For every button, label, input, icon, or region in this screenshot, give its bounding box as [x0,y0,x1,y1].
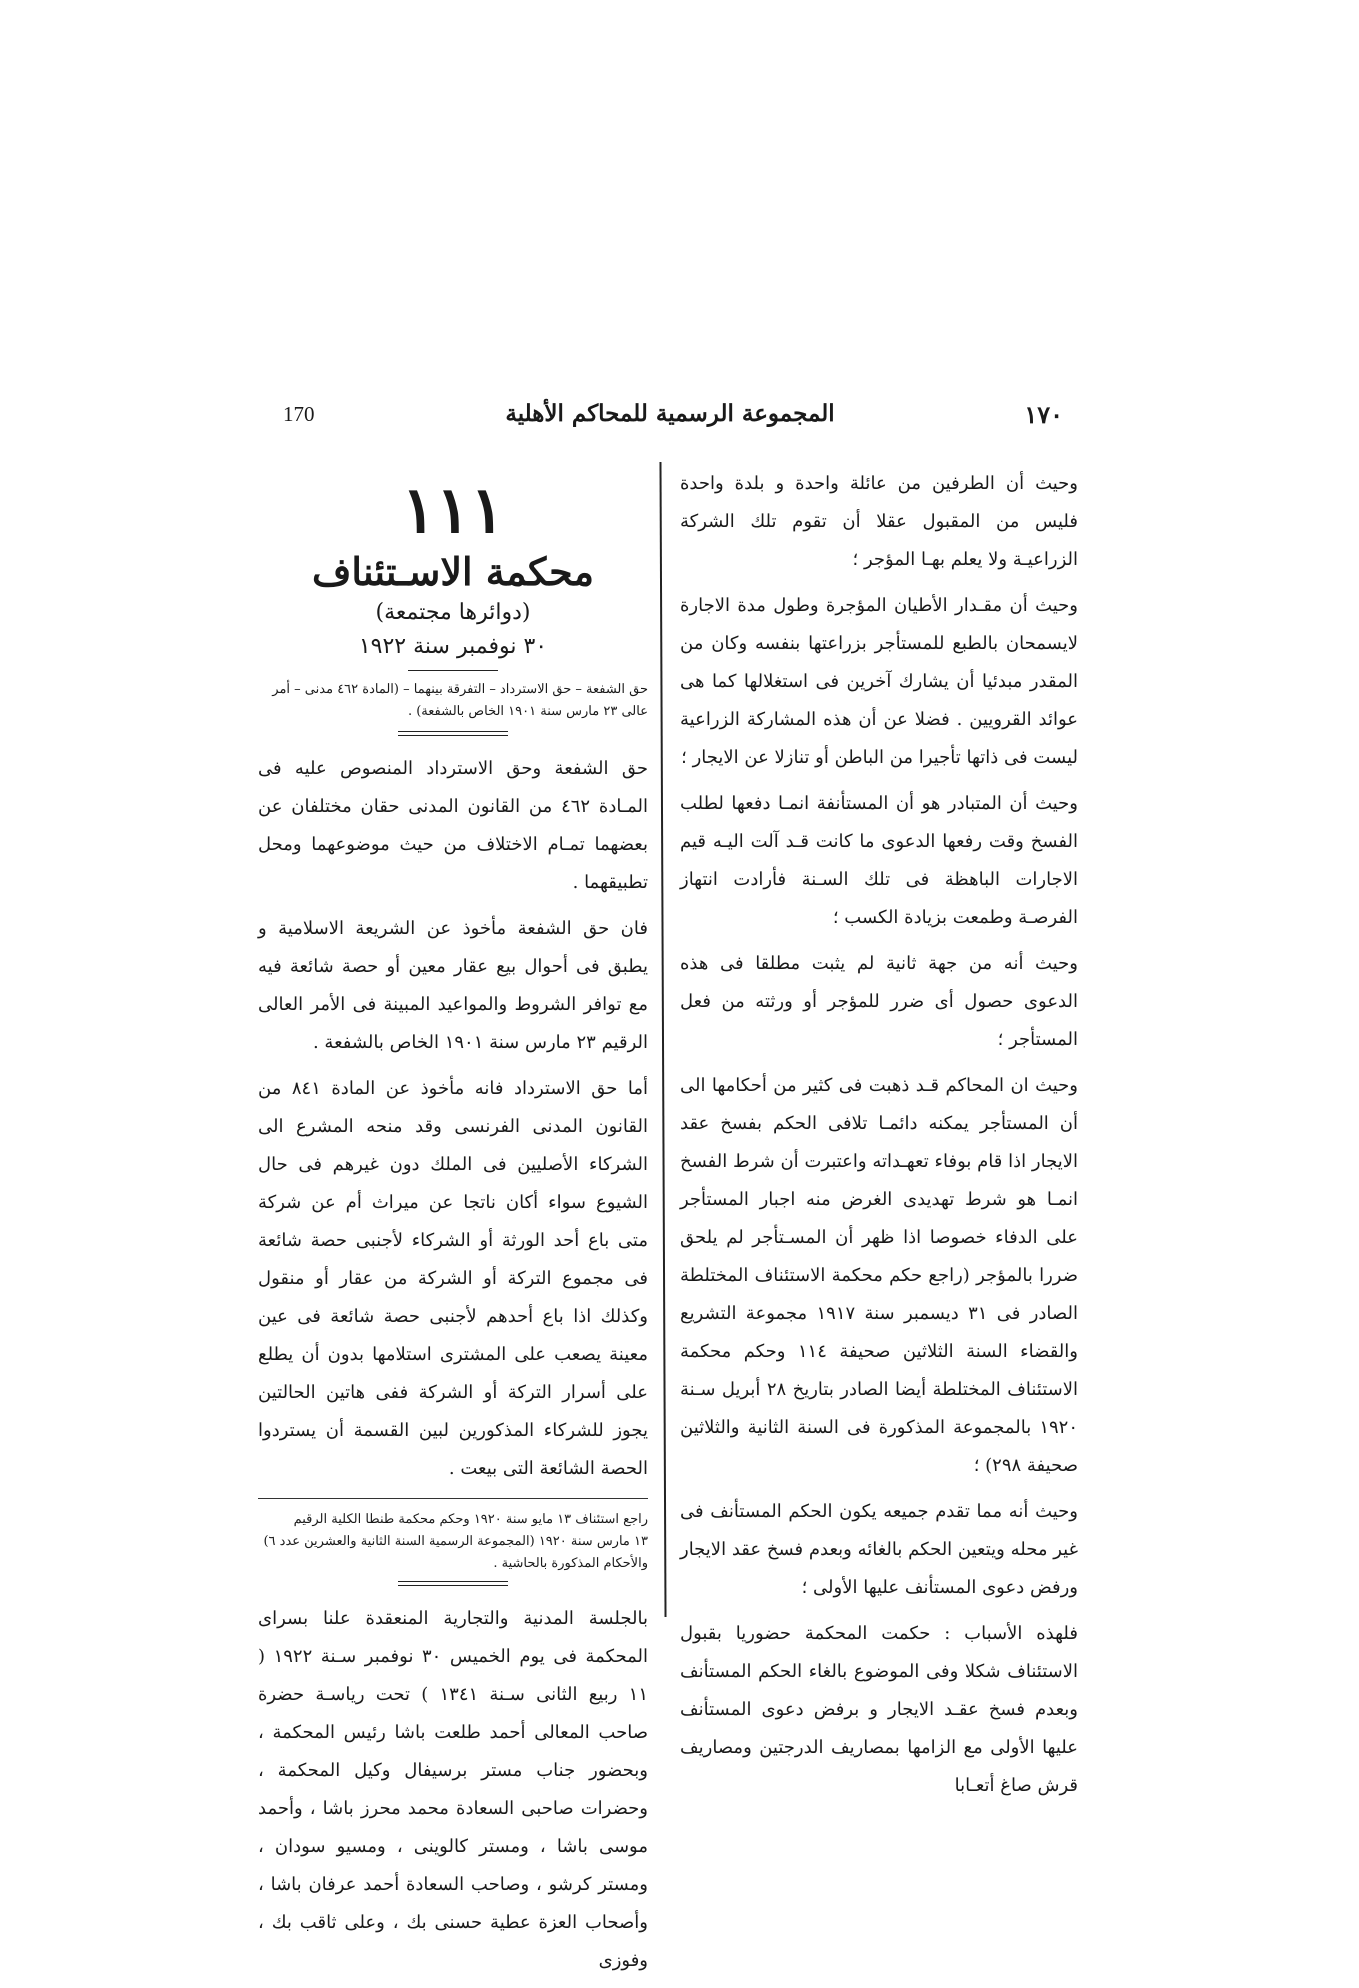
paragraph: وحيث أنه مما تقدم جميعه يكون الحكم المستأنف فى غير محله ويتعين الحكم بالغائه وبعدم فسخ عقد الايجار ورفض دعوى المستأنف عليها الأولى ؛ [680,1501,1078,1598]
paragraph: وحيث أن مقـدار الأطيان المؤجرة وطول مدة الاجارة لايسمحان بالطبع للمستأجر بزراعتها بنفسه وكان من المقدر مبدئيا أن يشارك آخرين فى استغلالها كما هى عوائد القرويين . فضلا عن أن هذه المشاركة الزراعية ليست فى ذاتها تأجيرا من الباطن أو تنازلا عن الايجار ؛ [680,595,1078,768]
reference-line: ١٣ مارس سنة ١٩٢٠ (المجموعة الرسمية السنة الثانية والعشرين عدد ٦) [263,1534,648,1549]
divider [408,670,498,671]
case-keywords: حق الشفعة – حق الاسترداد – التفرقة بينهما – (المادة ٤٦٢ مدنى – أمر عالى ٢٣ مارس سنة ١٩٠١ الخاص بالشفعة) . [272,682,648,719]
page-number-latin: 170 [283,402,315,426]
session-paragraph: بالجلسة المدنية والتجارية المنعقدة علنا بسراى المحكمة فى يوم الخميس ٣٠ نوفمبر سـنة ١٩٢٢ ( ١١ ربيع الثانى سـنة ١٣٤١ ) تحت رياسـة حضرة صاحب المعالى أحمد طلعت باشا رئيس المحكمة ، وبحضور جناب مستر برسيفال وكيل المحكمة ، وحضرات صاحبى السعادة محمد محرز باشا ، وأحمد موسى باشا ، ومستر كالوينى ، ومسيو سودان ، ومستر كرشو ، وصاحب السعادة أحمد عرفان باشا ، وأصحاب العزة عطية حسنى بك ، وعلى ثاقب بك ، وفوزى [258,1608,648,1971]
paragraph: وحيث أنه من جهة ثانية لم يثبت مطلقا فى هذه الدعوى حصول أى ضرر للمؤجر أو ورثته من فعل المستأجر ؛ [680,953,1078,1050]
paragraph: أما حق الاسترداد فانه مأخوذ عن المادة ٨٤١ من القانون المدنى الفرنسى وقد منحه المشرع الى الشركاء الأصليين فى الملك دون غيرهم فى حال الشيوع سواء أكان ناتجا عن ميراث أم عن شركة متى باع أحد الورثة أو الشركاء لأجنبى حصة شائعة فى مجموع التركة أو الشركة من عقار أو منقول وكذلك اذا باع أحدهم لأجنبى حصة شائعة فى عين معينة يصعب على المشترى استلامها بدون أن يطلع على أسرار التركة أو الشركة ففى هاتين الحالتين يجوز للشركاء المذكورين لبين القسمة أن يستردوا الحصة الشائعة التى بيعت . [258,1078,648,1479]
case-number: ١١١ [401,473,505,548]
paragraph: فلهذه الأسباب : حكمت المحكمة حضوريا بقبول الاستئناف شكلا وفى الموضوع بالغاء الحكم المستأنف وبعدم فسخ عقـد الايجار و برفض دعوى المستأنف عليها الأولى مع الزامها بمصاريف الدرجتين ومصاريف قرش صاغ أتعـابا [680,1623,1078,1796]
left-column [258,470,648,1988]
page-number-arabic: ١٧٠ [1024,400,1063,429]
paragraph: حق الشفعة وحق الاسترداد المنصوص عليه فى المـادة ٤٦٢ من القانون المدنى حقان مختلفان عن بعضهما تمـام الاختلاف من حيث موضوعهما ومحل تطبيقهما . [258,758,648,893]
court-subtitle: (دوائرها مجتمعة) [375,600,531,625]
double-divider [398,731,508,736]
reference-line: والأحكام المذكورة بالحاشية . [493,1556,648,1571]
paragraph: وحيث أن الطرفين من عائلة واحدة و بلدة واحدة فليس من المقبول عقلا أن تقوم تلك الشركة الزراعيـة ولا يعلم بهـا المؤجر ؛ [680,473,1078,570]
paragraph: وحيث ان المحاكم قـد ذهبت فى كثير من أحكامها الى أن المستأجر يمكنه دائمـا تلافى الحكم بفسخ عقد الايجار اذا قام بوفاء تعهـداته واعتبرت أن شرط الفسخ انمـا هو شرط تهديدى الغرض منه اجبار المستأجر على الدفاء خصوصا اذا ظهر أن المسـتأجر لم يلحق ضررا بالمؤجر (راجع حكم محكمة الاستئناف المختلطة الصادر فى ٣١ ديسمبر سنة ١٩١٧ مجموعة التشريع والقضاء السنة الثلاثين صحيفة ١١٤ وحكم محكمة الاستئناف المختلطة أيضا الصادر بتاريخ ٢٨ أبريل سـنة ١٩٢٠ بالمجموعة المذكورة فى السنة الثانية والثلاثين صحيفة ٢٩٨) ؛ [680,1075,1079,1476]
double-divider [398,1581,508,1586]
right-column [680,465,1078,1813]
case-date: ٣٠ نوفمبر سنة ١٩٢٢ [358,634,548,659]
page-header [265,398,1075,438]
column-divider [659,462,666,1617]
references-note [258,1498,648,1575]
reference-line: راجع استئناف ١٣ مايو سنة ١٩٢٠ وحكم محكمة طنطا الكلية الرقيم [293,1512,648,1527]
court-name: محكمة الاسـتئناف [311,549,594,594]
paragraph: وحيث أن المتبادر هو أن المستأنفة انمـا دفعها لطلب الفسخ وقت رفعها الدعوى ما كانت قـد آلت اليـه قيم الاجارات الباهظة فى تلك السـنة فأرادت انتهاز الفرصـة وطمعت بزيادة الكسب ؛ [680,793,1078,928]
journal-title: المجموعة الرسمية للمحاكم الأهلية [505,400,835,427]
paragraph: فان حق الشفعة مأخوذ عن الشريعة الاسلامية و يطبق فى أحوال بيع عقار معين أو حصة شائعة فيه مع توافر الشروط والمواعيد المبينة فى الأمر العالى الرقيم ٢٣ مارس سنة ١٩٠١ الخاص بالشفعة . [258,918,648,1053]
